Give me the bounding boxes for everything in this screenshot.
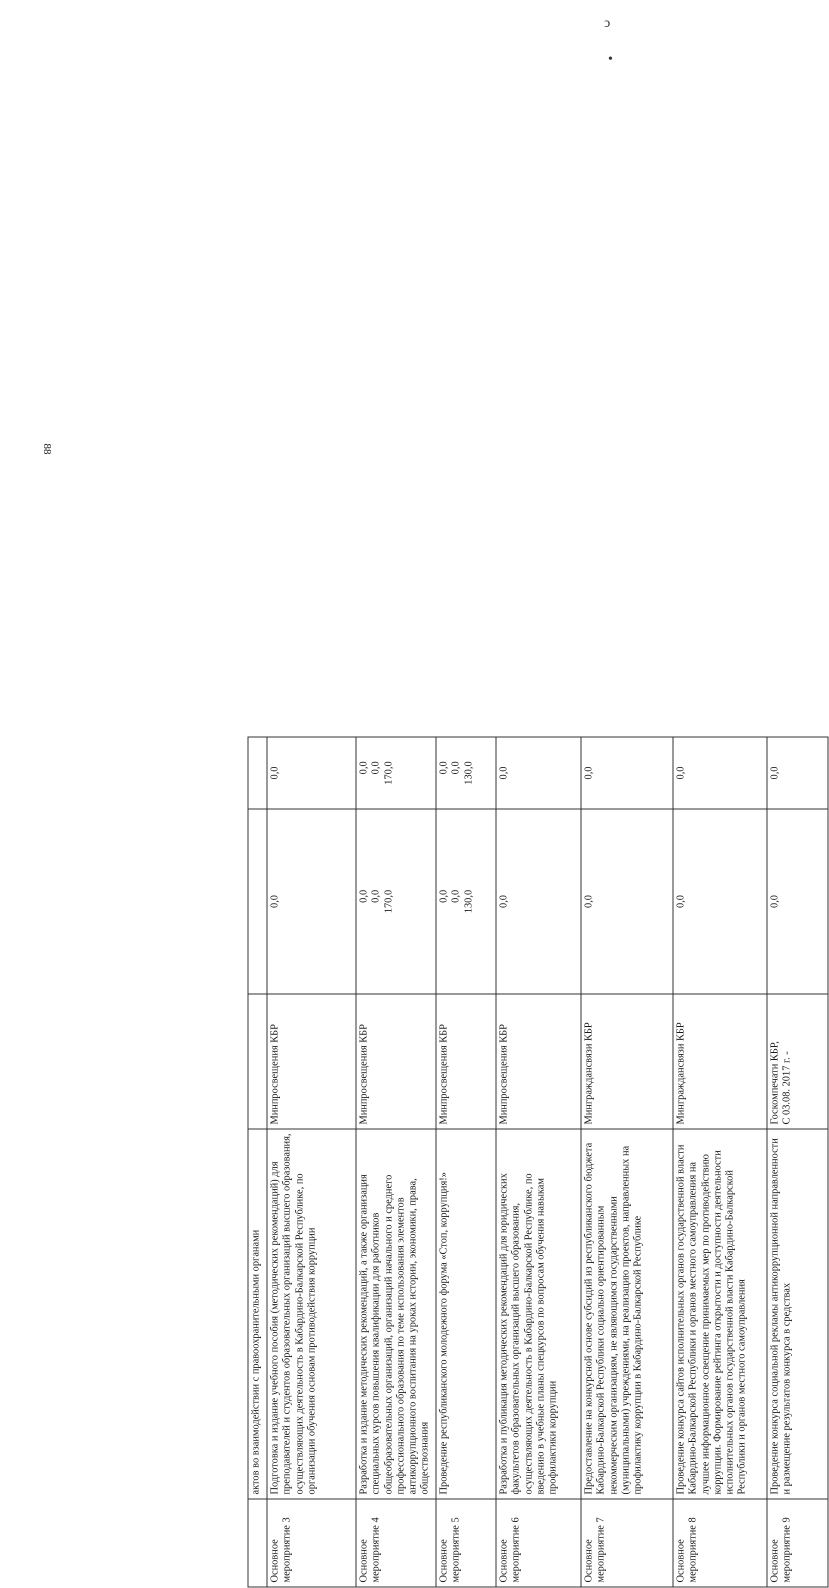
table-cell <box>248 1499 267 1587</box>
event-description-cell: Разработка и публикация методических рекомендаций для юридических факультетов образовательных организаций высшего образования, осуществляющих деятельность в Кабардино-Балкарской Республике, по введению в учебные планы спецкурсов по вопросам обучения навыкам профилактики коррупции <box>496 1129 581 1499</box>
executor-cell: Минграждансвязи КБР <box>581 994 673 1129</box>
value-cell-2 <box>436 737 496 809</box>
value-text: 0,0 <box>675 895 687 908</box>
event-number-cell: Основное мероприятие 8 <box>673 1499 767 1587</box>
table-cell <box>248 994 267 1129</box>
table-cell <box>248 737 267 809</box>
value-text: 0,0 0,0 170,0 <box>358 761 395 785</box>
event-description-cell: Предоставление на конкурсной основе субсидий из республиканского бюджета Кабардино-Балкарской Республики социально ориентированным некоммерческим организациям, не являющимся государственными (муниципальными) учреждениями, на реализацию проектов, направленных на профилактику коррупции в Кабардино-Балкарской Республике <box>581 1129 673 1499</box>
event-number-cell: Основное мероприятие 7 <box>581 1499 673 1587</box>
value-cell-1 <box>581 809 673 994</box>
value-cell-1 <box>436 809 496 994</box>
table-row <box>581 737 673 1587</box>
value-cell-2 <box>496 737 581 809</box>
value-cell-2 <box>356 737 436 809</box>
value-cell-1 <box>356 809 436 994</box>
value-text: 0,0 0,0 170,0 <box>358 889 395 914</box>
value-text: 0,0 <box>269 766 281 780</box>
value-text: 0,0 <box>583 766 595 780</box>
event-number-cell: Основное мероприятие 3 <box>267 1499 356 1587</box>
scan-mark-dot: • <box>608 52 613 67</box>
table-row <box>767 737 828 1587</box>
rotated-page-content <box>248 738 793 1588</box>
value-text: 0,0 <box>583 895 595 908</box>
value-text: 0,0 <box>769 895 781 908</box>
header-text-cell: актов во взаимодействии с правоохранительными органами <box>248 1129 267 1499</box>
event-number-cell: Основное мероприятие 5 <box>436 1499 496 1587</box>
event-description-cell: Проведение конкурса социальной рекламы антикоррупционной направленности и размещение результатов конкурса в средствах <box>767 1129 828 1499</box>
page-number: 88 <box>41 443 53 455</box>
value-cell-1 <box>767 809 828 994</box>
executor-text: Госкомпечати КБР, С 03.08. 2017 г. - <box>769 1041 793 1125</box>
scan-mark-top: ͻ <box>604 16 611 31</box>
executor-cell: Минпросвещения КБР <box>356 994 436 1129</box>
value-text: 0,0 <box>675 766 687 780</box>
value-cell-1 <box>496 809 581 994</box>
value-cell-1 <box>267 809 356 994</box>
value-text: 0,0 <box>498 766 510 780</box>
value-text: 0,0 <box>269 895 281 908</box>
event-number-cell: Основное мероприятие 4 <box>356 1499 436 1587</box>
value-cell-2 <box>581 737 673 809</box>
event-description-cell: Проведение республиканского молодежного форума «Стоп, коррупция!» <box>436 1129 496 1499</box>
value-cell-1 <box>673 809 767 994</box>
table-row <box>267 737 356 1587</box>
value-cell-2 <box>673 737 767 809</box>
event-description-cell: Подготовка и издание учебного пособия (методических рекомендаций) для преподавателей и студентов образовательных организаций высшего образования, осуществляющих деятельность в Кабардино-Балкарской Республике, по организации обучения основам противодействия коррупции <box>267 1129 356 1499</box>
table-row <box>436 737 496 1587</box>
executor-cell: Минпросвещения КБР <box>496 994 581 1129</box>
value-cell-2 <box>767 737 828 809</box>
value-text: 0,0 <box>498 895 510 908</box>
event-number-cell: Основное мероприятие 6 <box>496 1499 581 1587</box>
executor-cell: Минпросвещения КБР <box>436 994 496 1129</box>
executor-cell: Минпросвещения КБР <box>267 994 356 1129</box>
event-number-cell: Основное мероприятие 9 <box>767 1499 828 1587</box>
value-text: 0,0 <box>769 766 781 780</box>
event-description-cell: Разработка и издание методических рекомендаций, а также организация специальных курсов повышения квалификации для работников общеобразовательных организаций, организаций начального и среднего профессионального образования по теме использования элементов антикоррупционного воспитания на уроках истории, экономики, права, обществознания <box>356 1129 436 1499</box>
value-text: 0,0 0,0 130,0 <box>438 889 475 914</box>
value-cell-2 <box>267 737 356 809</box>
table-row <box>496 737 581 1587</box>
executor-cell: Минграждансвязи КБР <box>673 994 767 1129</box>
table-row <box>248 737 267 1587</box>
value-text: 0,0 0,0 130,0 <box>438 761 475 785</box>
table-cell <box>248 809 267 994</box>
program-events-table <box>248 737 829 1588</box>
table-row <box>673 737 767 1587</box>
executor-cell <box>767 994 828 1129</box>
event-description-cell: Проведение конкурса сайтов исполнительных органов государственной власти Кабардино-Балкарской Республики и органов местного самоуправления на лучшее информационное освещение принимаемых мер по противодействию коррупции. Формирование рейтинга открытости и доступности деятельности исполнительных органов государственной власти Кабардино-Балкарской Республики и органов местного самоуправления <box>673 1129 767 1499</box>
table-row <box>356 737 436 1587</box>
